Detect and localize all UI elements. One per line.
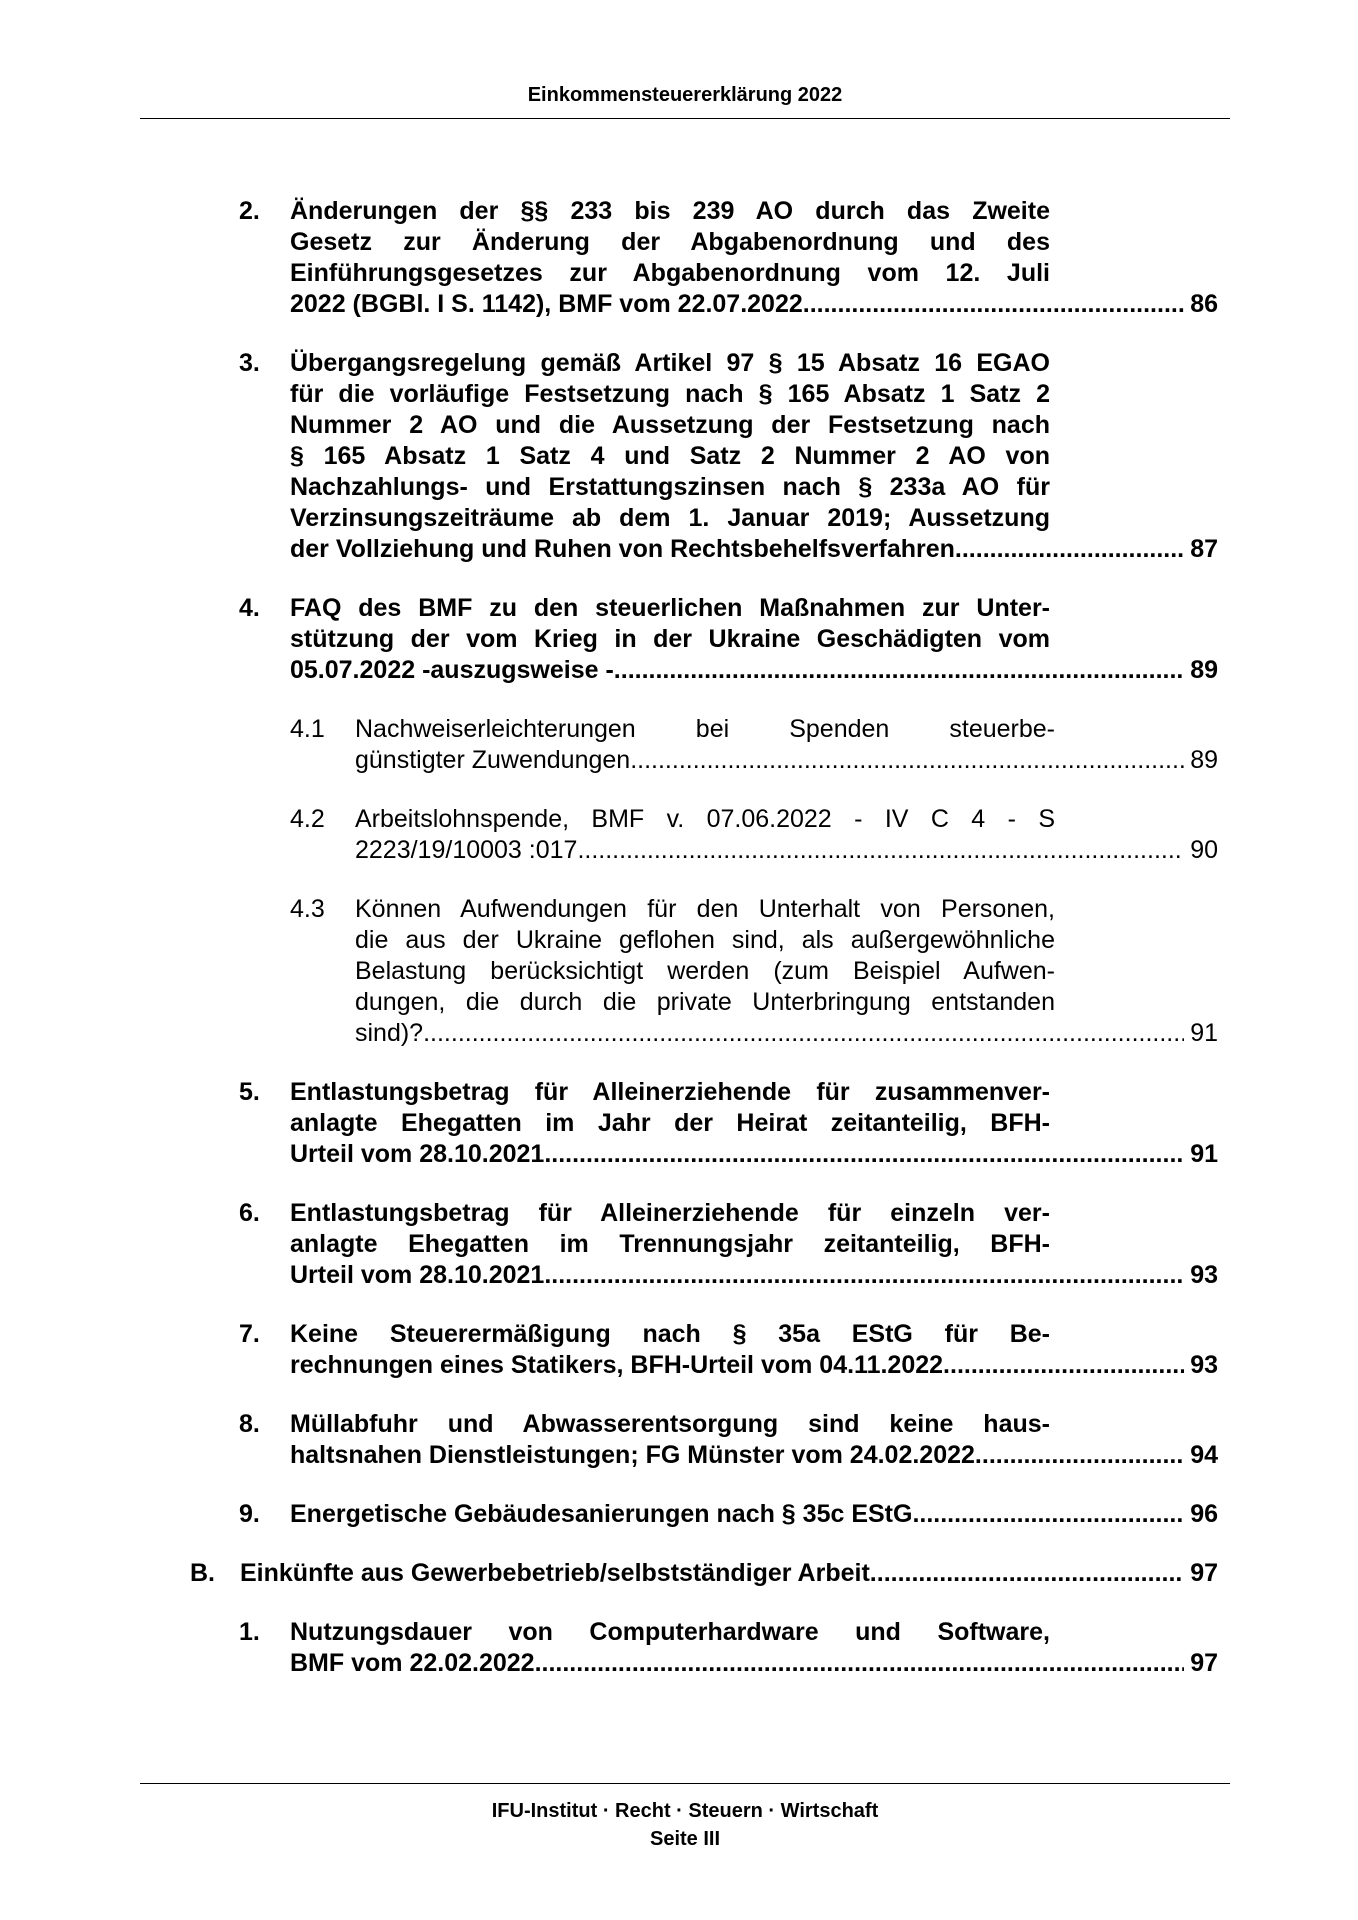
toc-entry-text: anlagte Ehegatten im Trennungsjahr zeitanteilig, BFH-	[290, 1230, 1050, 1258]
dot-leader	[803, 289, 1184, 320]
toc-leader-line	[290, 1648, 1218, 1679]
toc-entry[interactable]	[0, 196, 1358, 320]
toc-leader-line	[355, 745, 1218, 776]
toc-entry-text: 2022 (BGBl. I S. 1142), BMF vom 22.07.2022	[290, 290, 803, 318]
toc-entry-text: Entlastungsbetrag für Alleinerziehende für zusammenver-	[290, 1078, 1050, 1106]
footer-page-label: Seite III	[649, 1828, 721, 1850]
toc-entry-number: 4.3	[290, 895, 325, 923]
toc-entry-text: günstigter Zuwendungen	[355, 746, 631, 774]
dot-leader	[535, 1648, 1185, 1679]
toc-entry-text: Nummer 2 AO und die Aussetzung der Festsetzung nach	[290, 411, 1050, 439]
toc-leader-line	[355, 1018, 1218, 1049]
toc-entry-text: Einkünfte aus Gewerbebetrieb/selbstständiger Arbeit	[240, 1559, 870, 1587]
toc-entry-number: 7.	[239, 1320, 260, 1348]
toc-leader-line	[290, 1139, 1218, 1170]
toc-page-number[interactable]: 91	[1190, 1019, 1218, 1047]
toc-page-number[interactable]: 93	[1190, 1261, 1218, 1289]
toc-leader-line	[290, 1350, 1218, 1381]
toc-page-number[interactable]: 93	[1190, 1351, 1218, 1379]
toc-entry-text: Übergangsregelung gemäß Artikel 97 § 15 Absatz 16 EGAO	[290, 349, 1050, 377]
toc-entry[interactable]	[0, 593, 1358, 686]
toc-leader-line	[290, 1499, 1218, 1530]
toc-entry-number: 1.	[239, 1618, 260, 1646]
toc-subentry[interactable]	[0, 894, 1358, 1049]
toc-entry-text: Müllabfuhr und Abwasserentsorgung sind keine haus-	[290, 1410, 1050, 1438]
toc-page-number[interactable]: 91	[1190, 1140, 1218, 1168]
toc-entry-text: Entlastungsbetrag für Alleinerziehende für einzeln ver-	[290, 1199, 1050, 1227]
toc-entry-text: der Vollziehung und Ruhen von Rechtsbehelfsverfahren	[290, 535, 955, 563]
toc-entry-text: Änderungen der §§ 233 bis 239 AO durch das Zweite	[290, 197, 1050, 225]
toc-page-number[interactable]: 97	[1190, 1649, 1218, 1677]
toc-page-number[interactable]: 86	[1190, 290, 1218, 318]
toc-entry[interactable]	[0, 348, 1358, 565]
toc-entry-text: Nachzahlungs- und Erstattungszinsen nach § 233a AO für	[290, 473, 1050, 501]
toc-page-number[interactable]: 89	[1190, 746, 1218, 774]
toc-entry-number: 8.	[239, 1410, 260, 1438]
toc-entry-text: Gesetz zur Änderung der Abgabenordnung und des	[290, 228, 1050, 256]
toc-section-letter: B.	[190, 1559, 215, 1587]
toc-entry-number: 4.	[239, 594, 260, 622]
toc-entry-text: Energetische Gebäudesanierungen nach § 35c EStG	[290, 1500, 913, 1528]
toc-page-number[interactable]: 90	[1190, 836, 1218, 864]
dot-leader	[943, 1350, 1184, 1381]
dot-leader	[423, 1018, 1184, 1049]
header-divider	[140, 118, 1230, 119]
toc-entry[interactable]	[0, 1409, 1358, 1471]
toc-entry-text: Belastung berücksichtigt werden (zum Beispiel Aufwen-	[355, 957, 1055, 985]
toc-entry-number: 5.	[239, 1078, 260, 1106]
page-header-title: Einkommensteuererklärung 2022	[527, 84, 843, 106]
toc-page-number[interactable]: 97	[1190, 1559, 1218, 1587]
toc-page-number[interactable]: 87	[1190, 535, 1218, 563]
dot-leader	[975, 1440, 1184, 1471]
toc-entry-text: Urteil vom 28.10.2021	[290, 1261, 545, 1289]
toc-entry-text: Nachweiserleichterungen bei Spenden steuerbe-	[355, 715, 1055, 743]
dot-leader	[544, 1260, 1184, 1291]
dot-leader	[614, 655, 1184, 686]
toc-page-number[interactable]: 96	[1190, 1500, 1218, 1528]
toc-entry-text: stützung der vom Krieg in der Ukraine Geschädigten vom	[290, 625, 1050, 653]
footer-divider	[140, 1783, 1230, 1784]
dot-leader	[577, 835, 1184, 866]
toc-leader-line	[290, 289, 1218, 320]
toc-entry-text: für die vorläufige Festsetzung nach § 165 Absatz 1 Satz 2	[290, 380, 1050, 408]
dot-leader	[955, 534, 1184, 565]
table-of-contents	[0, 196, 1358, 1707]
toc-entry-number: 3.	[239, 349, 260, 377]
footer-publisher: IFU-Institut · Recht · Steuern · Wirtschaft	[491, 1800, 879, 1822]
toc-entry[interactable]	[0, 1319, 1358, 1381]
toc-leader-line	[290, 1260, 1218, 1291]
dot-leader	[912, 1499, 1184, 1530]
dot-leader	[544, 1139, 1184, 1170]
toc-entry-text: Arbeitslohnspende, BMF v. 07.06.2022 - IV C 4 - S	[355, 805, 1055, 833]
toc-entry[interactable]	[0, 1077, 1358, 1170]
toc-entry-text: die aus der Ukraine geflohen sind, als außergewöhnliche	[355, 926, 1055, 954]
toc-entry-text: 05.07.2022 -auszugsweise -	[290, 656, 614, 684]
toc-entry-number: 2.	[239, 197, 260, 225]
toc-entry-number: 6.	[239, 1199, 260, 1227]
toc-page-number[interactable]: 89	[1190, 656, 1218, 684]
toc-entry-number: 9.	[239, 1500, 260, 1528]
toc-entry-text: Verzinsungszeiträume ab dem 1. Januar 2019; Aussetzung	[290, 504, 1050, 532]
toc-entry-text: Keine Steuerermäßigung nach § 35a EStG für Be-	[290, 1320, 1050, 1348]
toc-section-entry[interactable]	[0, 1558, 1358, 1589]
toc-subentry[interactable]	[0, 714, 1358, 776]
toc-entry-text: Nutzungsdauer von Computerhardware und Software,	[290, 1618, 1050, 1646]
toc-entry-text: Einführungsgesetzes zur Abgabenordnung vom 12. Juli	[290, 259, 1050, 287]
toc-leader-line	[240, 1558, 1218, 1589]
toc-leader-line	[355, 835, 1218, 866]
toc-entry-text: BMF vom 22.02.2022	[290, 1649, 535, 1677]
toc-entry-number: 4.2	[290, 805, 325, 833]
toc-entry-text: dungen, die durch die private Unterbringung entstanden	[355, 988, 1055, 1016]
toc-subentry[interactable]	[0, 804, 1358, 866]
toc-entry-text: 2223/19/10003 :017	[355, 836, 578, 864]
toc-entry[interactable]	[0, 1198, 1358, 1291]
page-footer	[140, 1797, 1230, 1853]
toc-leader-line	[290, 655, 1218, 686]
toc-entry-text: § 165 Absatz 1 Satz 4 und Satz 2 Nummer 2 AO von	[290, 442, 1050, 470]
toc-entry-text: rechnungen eines Statikers, BFH-Urteil vom 04.11.2022	[290, 1351, 944, 1379]
toc-leader-line	[290, 1440, 1218, 1471]
toc-entry-text: anlagte Ehegatten im Jahr der Heirat zeitanteilig, BFH-	[290, 1109, 1050, 1137]
dot-leader	[870, 1558, 1184, 1589]
toc-entry-text: haltsnahen Dienstleistungen; FG Münster vom 24.02.2022	[290, 1441, 975, 1469]
toc-entry-text: FAQ des BMF zu den steuerlichen Maßnahmen zur Unter-	[290, 594, 1050, 622]
toc-entry-text: Können Aufwendungen für den Unterhalt von Personen,	[355, 895, 1055, 923]
toc-entry-text: Urteil vom 28.10.2021	[290, 1140, 545, 1168]
dot-leader	[630, 745, 1184, 776]
toc-entry-number: 4.1	[290, 715, 325, 743]
toc-entry[interactable]	[0, 1617, 1358, 1679]
toc-page-number[interactable]: 94	[1190, 1441, 1218, 1469]
toc-leader-line	[290, 534, 1218, 565]
toc-entry-text: sind)?	[355, 1019, 424, 1047]
toc-entry[interactable]	[0, 1499, 1358, 1530]
